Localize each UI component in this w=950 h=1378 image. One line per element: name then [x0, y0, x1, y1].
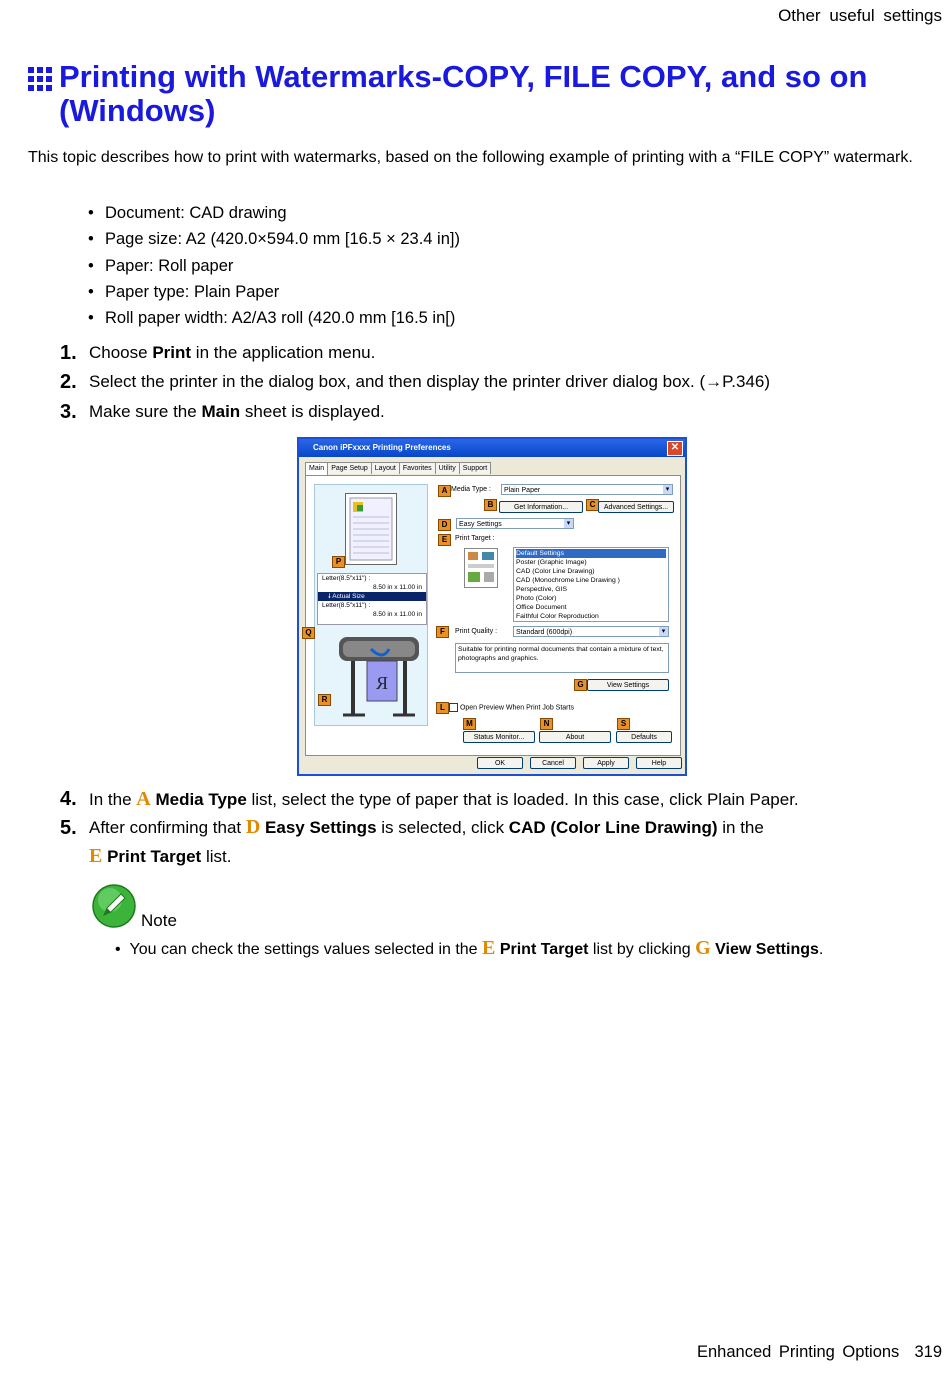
list-item[interactable]: Poster (Graphic Image) — [516, 559, 587, 566]
help-button[interactable]: Help — [636, 757, 682, 769]
page-number: 319 — [914, 1343, 942, 1361]
badge-l: L — [436, 702, 449, 714]
list-item: • Roll paper width: A2/A3 roll (420.0 mm [16.5 in[) — [88, 305, 460, 331]
step-bold: Media Type — [155, 790, 247, 809]
apply-button[interactable]: Apply — [583, 757, 629, 769]
step-2 — [60, 371, 770, 393]
view-settings-button[interactable]: View Settings — [587, 679, 669, 691]
size-info — [317, 573, 427, 625]
badge-q: Q — [302, 627, 315, 639]
title-line-1: Printing with Watermarks-COPY, FILE COPY, and so on — [59, 59, 868, 94]
tab-favorites[interactable]: Favorites — [399, 462, 436, 474]
badge-n: N — [540, 718, 553, 730]
open-preview-label: Open Preview When Print Job Starts — [459, 704, 574, 712]
note-bold: View Settings — [715, 941, 819, 958]
arrow-down-icon: 🠗 — [328, 593, 333, 600]
print-quality-select[interactable]: Standard (600dpi) ▾ — [513, 626, 669, 637]
list-item[interactable]: Perspective, GIS — [516, 586, 567, 593]
dialog-titlebar — [299, 439, 685, 457]
badge-a: A — [438, 485, 451, 497]
step-bold: Easy Settings — [265, 818, 377, 837]
size-label: Letter(8.5"x11") : — [322, 602, 371, 609]
print-quality-label: Print Quality : — [455, 628, 498, 635]
list-item[interactable]: Photo (Color) — [516, 595, 557, 602]
get-information-button[interactable]: Get Information... — [499, 501, 583, 513]
step-number: 4. — [60, 788, 77, 810]
note-text: list by clicking — [588, 941, 696, 958]
tab-main[interactable]: Main — [305, 462, 328, 476]
printer-preferences-dialog — [297, 437, 687, 776]
step-1 — [60, 342, 375, 364]
step-4 — [60, 788, 799, 811]
step-text: in the application menu. — [191, 343, 376, 362]
badge-f: F — [436, 626, 449, 638]
badge-c: C — [586, 499, 599, 511]
size-label: Letter(8.5"x11") : — [322, 575, 371, 582]
badge-p: P — [332, 556, 345, 568]
dialog-title: Canon iPFxxxx Printing Preferences — [313, 443, 451, 452]
title-line-2: (Windows) — [59, 93, 216, 128]
badge-s: S — [617, 718, 630, 730]
running-header: Other useful settings — [778, 6, 942, 25]
bullet: • — [115, 941, 130, 958]
media-type-label: Media Type : — [451, 486, 491, 493]
tab-support[interactable]: Support — [459, 462, 492, 474]
step-5 — [60, 817, 764, 871]
size-dim: 8.50 in x 11.00 in — [372, 611, 422, 618]
note-pencil-icon — [92, 884, 136, 928]
note-label: Note — [141, 911, 177, 930]
list-item[interactable]: Faithful Color Reproduction — [516, 613, 599, 620]
badge-r: R — [318, 694, 331, 706]
step-number: 3. — [60, 401, 77, 423]
badge-e: E — [438, 534, 451, 546]
note-text: You can check the settings values selected in the — [129, 941, 483, 958]
tab-page-setup[interactable]: Page Setup — [327, 462, 372, 474]
tab-layout[interactable]: Layout — [371, 462, 400, 474]
print-target-label: Print Target : — [455, 535, 495, 542]
grid-icon — [28, 67, 52, 91]
step-text: Select the printer in the dialog box, and then display the printer driver dialog box. (→P.346) — [89, 372, 771, 391]
badge-d: D — [438, 519, 451, 531]
status-monitor-button[interactable]: Status Monitor... — [463, 731, 535, 743]
note-bold: Print Target — [499, 941, 589, 958]
list-item[interactable]: CAD (Monochrome Line Drawing ) — [516, 577, 620, 584]
step-text: sheet is displayed. — [240, 402, 385, 421]
step-bold: CAD (Color Line Drawing) — [508, 818, 718, 837]
callout-letter: A — [136, 788, 151, 810]
step-text: list. — [201, 847, 232, 866]
list-item[interactable]: Default Settings — [516, 549, 666, 558]
list-item: • Paper type: Plain Paper — [88, 279, 460, 305]
settings-preview — [314, 484, 428, 726]
callout-letter: D — [245, 816, 261, 838]
step-number: 1. — [60, 342, 77, 364]
step-text: in the — [717, 818, 764, 837]
footer-section: Enhanced Printing Options — [697, 1343, 900, 1361]
actual-size-label: Actual Size — [332, 593, 365, 600]
note-item — [115, 936, 823, 962]
media-type-select[interactable]: Plain Paper ▾ — [501, 484, 673, 495]
step-text: list, select the type of paper that is loaded. In this case, click Plain Paper. — [246, 790, 799, 809]
page-title — [28, 60, 928, 128]
svg-text:R: R — [375, 673, 388, 693]
list-item: • Document: CAD drawing — [88, 200, 460, 226]
step-3 — [60, 401, 385, 423]
advanced-settings-button[interactable]: Advanced Settings... — [598, 501, 674, 513]
step-bold: Main — [201, 402, 241, 421]
list-item[interactable]: CAD (Color Line Drawing) — [516, 568, 595, 575]
print-target-list[interactable] — [513, 547, 669, 622]
callout-letter: E — [482, 937, 496, 959]
page-preview-icon — [345, 493, 397, 565]
quality-description: Suitable for printing normal documents that contain a mixture of text, photographs and graphics. — [455, 643, 669, 673]
printer-illustration-icon — [331, 627, 425, 721]
cancel-button[interactable]: Cancel — [530, 757, 576, 769]
easy-settings-select[interactable]: Easy Settings ▾ — [456, 518, 574, 529]
actual-size-row — [318, 592, 426, 601]
step-bold: Print Target — [107, 847, 202, 866]
list-item: • Page size: A2 (420.0×594.0 mm [16.5 × 23.4 in]) — [88, 226, 460, 252]
main-sheet — [305, 475, 681, 756]
callout-letter: G — [695, 937, 711, 959]
list-item: • Paper: Roll paper — [88, 253, 460, 279]
example-list — [88, 200, 460, 331]
step-bold: Print — [152, 343, 192, 362]
badge-m: M — [463, 718, 476, 730]
step-text: Choose — [89, 343, 153, 362]
size-dim: 8.50 in x 11.00 in — [372, 584, 422, 591]
badge-b: B — [484, 499, 497, 511]
open-preview-checkbox-row[interactable] — [449, 703, 574, 712]
checkbox[interactable] — [449, 703, 458, 712]
list-item[interactable]: Office Document — [516, 604, 567, 611]
page-footer — [697, 1343, 942, 1362]
step-number: 5. — [60, 817, 77, 839]
step-text: is selected, click — [376, 818, 509, 837]
defaults-button[interactable]: Defaults — [616, 731, 672, 743]
tab-utility[interactable]: Utility — [435, 462, 460, 474]
step-text: In the — [89, 790, 137, 809]
badge-g: G — [574, 679, 587, 691]
about-button[interactable]: About — [539, 731, 611, 743]
note-text: . — [818, 941, 824, 958]
callout-letter: E — [89, 845, 103, 867]
document-thumbnail-icon — [464, 548, 498, 588]
close-icon[interactable]: ✕ — [667, 441, 683, 456]
step-text: After confirming that — [89, 818, 246, 837]
step-text: Make sure the — [89, 402, 202, 421]
intro-paragraph: This topic describes how to print with watermarks, based on the following example of printing with a “FILE COPY” watermark. — [28, 149, 913, 166]
dialog-tabs — [305, 462, 490, 475]
ok-button[interactable]: OK — [477, 757, 523, 769]
step-number: 2. — [60, 371, 77, 393]
